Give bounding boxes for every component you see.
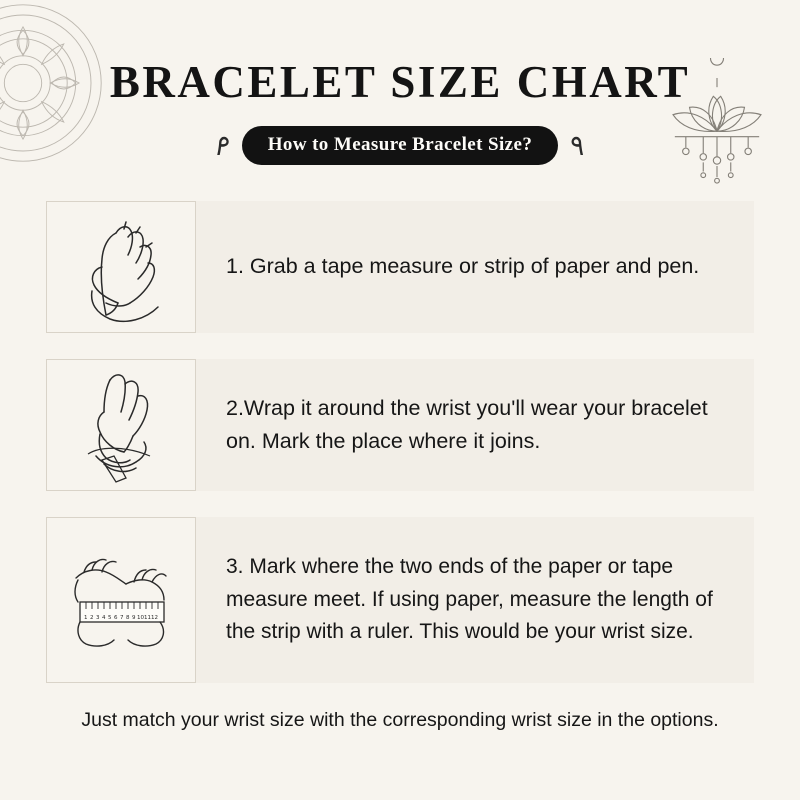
step-text: 1. Grab a tape measure or strip of paper and pen.: [226, 254, 700, 279]
svg-text:1: 1: [84, 615, 88, 621]
hand-fist-with-tape-icon: [46, 201, 196, 333]
step-text: 3. Mark where the two ends of the paper or tape measure meet. If using paper, measure the length of the strip with a ruler. This would be your wrist size.: [226, 555, 713, 644]
footer-note: Just match your wrist size with the corresponding wrist size in the options.: [81, 709, 719, 731]
svg-text:10: 10: [137, 615, 144, 621]
svg-text:5: 5: [108, 615, 112, 621]
hands-measuring-ruler-icon: [46, 517, 196, 683]
svg-text:8: 8: [126, 615, 130, 621]
page-title: BRACELET SIZE CHART: [109, 57, 691, 107]
list-item: [46, 201, 754, 333]
svg-text:11: 11: [144, 615, 151, 621]
svg-text:12: 12: [151, 615, 158, 621]
svg-text:3: 3: [96, 615, 100, 621]
step-text: 2.Wrap it around the wrist you'll wear your bracelet on. Mark the place where it joins.: [226, 395, 708, 453]
list-item: [46, 517, 754, 683]
flourish-left-icon: ٩: [215, 129, 230, 161]
flourish-right-icon: ٩: [570, 129, 585, 161]
steps-list: [46, 201, 754, 683]
svg-text:6: 6: [114, 615, 118, 621]
svg-text:4: 4: [102, 615, 106, 621]
subtitle-row: [0, 126, 800, 165]
subtitle-badge: How to Measure Bracelet Size?: [242, 126, 559, 165]
svg-text:2: 2: [90, 615, 94, 621]
hand-wrist-wrapped-icon: [46, 359, 196, 491]
list-item: [46, 359, 754, 491]
svg-text:9: 9: [132, 615, 136, 621]
svg-text:7: 7: [120, 615, 124, 621]
